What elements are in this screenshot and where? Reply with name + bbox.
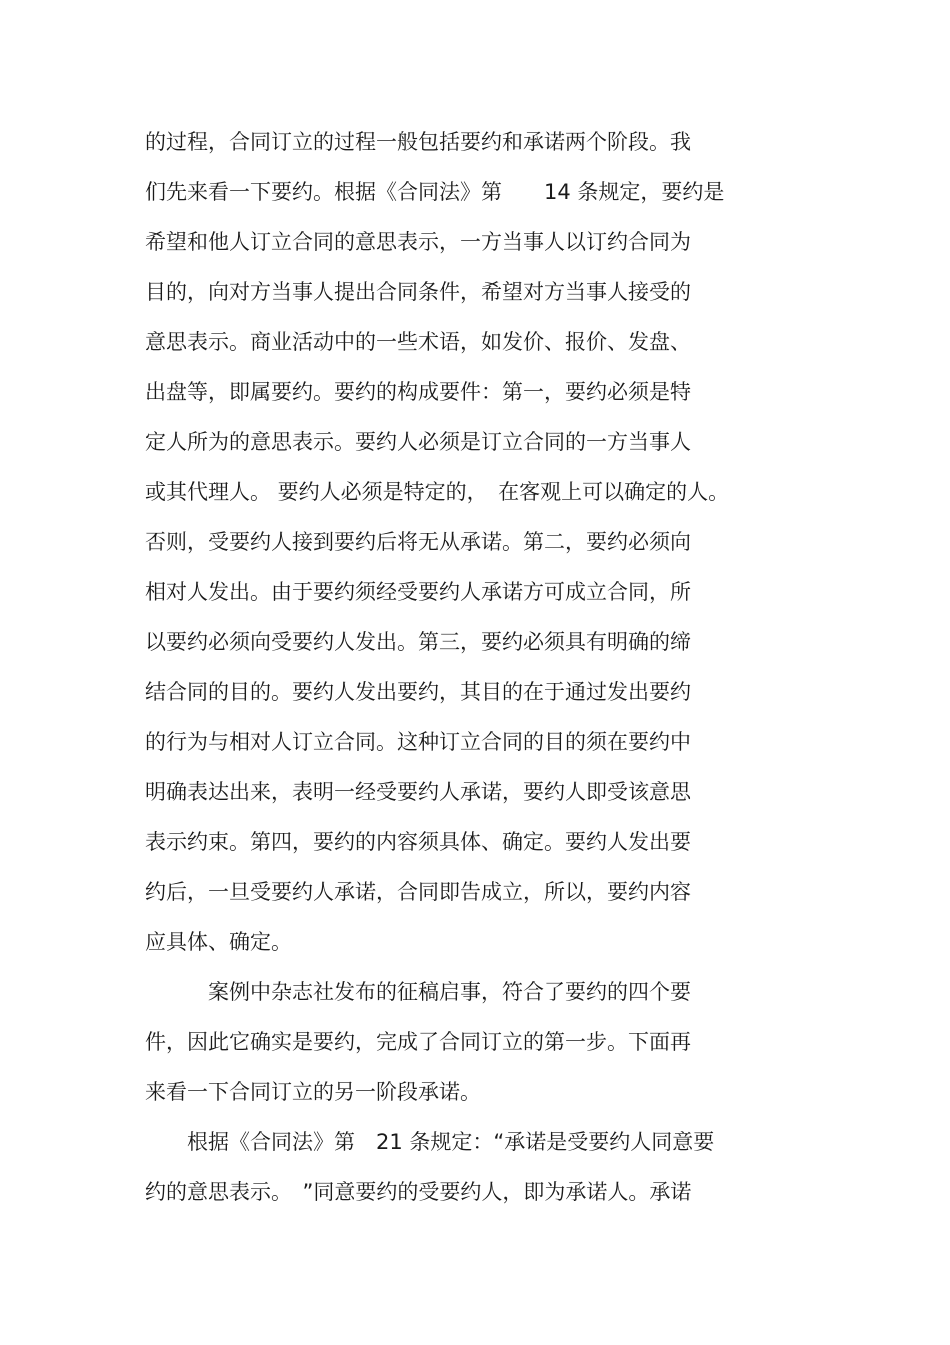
text-line: 来看一下合同订立的另一阶段承诺。 (145, 1080, 481, 1104)
text-line: 的过程，合同订立的过程一般包括要约和承诺两个阶段。我 (145, 130, 691, 154)
text-line: 定人所为的意思表示。要约人必须是订立合同的一方当事人 (145, 430, 691, 454)
text-line: 出盘等，即属要约。要约的构成要件：第一，要约必须是特 (145, 380, 691, 404)
text-line: 表示约束。第四，要约的内容须具体、确定。要约人发出要 (145, 830, 691, 854)
text-line: 约的意思表示。 ”同意要约的受要约人，即为承诺人。承诺 (145, 1180, 692, 1204)
text-line: 希望和他人订立合同的意思表示，一方当事人以订约合同为 (145, 230, 691, 254)
text-line: 的行为与相对人订立合同。这种订立合同的目的须在要约中 (145, 730, 691, 754)
text-line: 应具体、确定。 (145, 930, 292, 954)
text-line: 结合同的目的。要约人发出要约，其目的在于通过发出要约 (145, 680, 691, 704)
text-line: 以要约必须向受要约人发出。第三，要约必须具有明确的缔 (145, 630, 691, 654)
text-line: 根据《合同法》第 21 条规定：“承诺是受要约人同意要 (145, 1130, 715, 1154)
text-line: 明确表达出来，表明一经受要约人承诺，要约人即受该意思 (145, 780, 691, 804)
text-line: 否则，受要约人接到要约后将无从承诺。第二，要约必须向 (145, 530, 691, 554)
text-line: 案例中杂志社发布的征稿启事，符合了要约的四个要 (145, 980, 691, 1004)
text-line: 相对人发出。由于要约须经受要约人承诺方可成立合同，所 (145, 580, 691, 604)
text-line: 意思表示。商业活动中的一些术语，如发价、报价、发盘、 (145, 330, 691, 354)
text-line: 约后，一旦受要约人承诺，合同即告成立，所以，要约内容 (145, 880, 691, 904)
text-line: 或其代理人。 要约人必须是特定的， 在客观上可以确定的人。 (145, 480, 730, 504)
text-line: 目的，向对方当事人提出合同条件，希望对方当事人接受的 (145, 280, 691, 304)
text-line: 们先来看一下要约。根据《合同法》第 14 条规定，要约是 (145, 180, 725, 204)
text-line: 件，因此它确实是要约，完成了合同订立的第一步。下面再 (145, 1030, 691, 1054)
